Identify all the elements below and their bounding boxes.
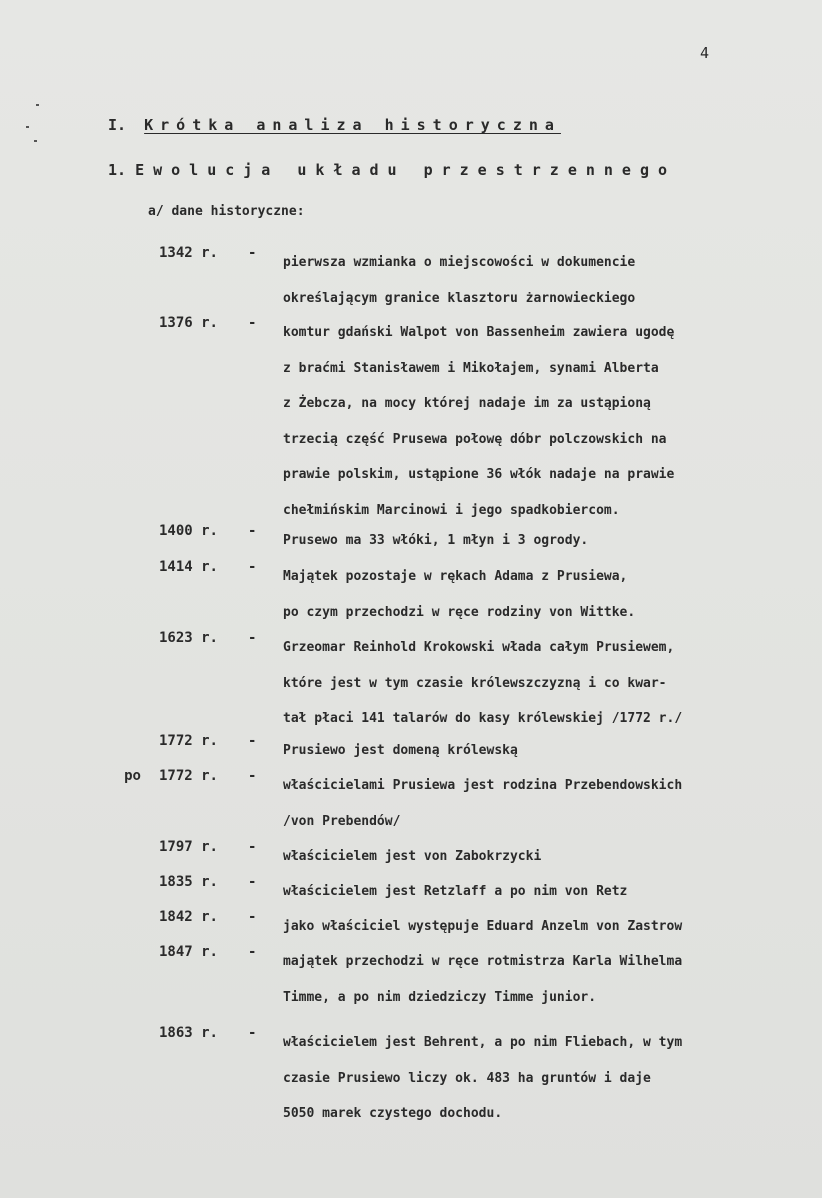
entry-text	[283, 768, 682, 839]
entry-dash: -	[248, 944, 257, 960]
entry-year	[0, 768, 218, 784]
entry-dash: -	[248, 874, 257, 890]
entry-line: 5050 marek czystego dochodu.	[283, 1106, 503, 1121]
entry-dash: -	[248, 245, 257, 261]
entry-year	[0, 559, 218, 575]
margin-mark	[26, 126, 29, 128]
margin-mark	[34, 140, 37, 142]
entry-line: pierwsza wzmianka o miejscowości w dokumencie	[283, 255, 636, 270]
page-number: 4	[700, 44, 710, 62]
entry-year-text: 1842 r.	[158, 909, 218, 925]
entry-dash: -	[248, 559, 257, 575]
entry-prefix: po	[124, 768, 141, 784]
entry-text	[283, 874, 627, 910]
entry-text	[283, 1025, 682, 1132]
entry-line: właścicielem jest Behrent, a po nim Fliebach, w tym	[283, 1035, 683, 1050]
entry-dash: -	[248, 630, 257, 646]
entry-year-text: 1847 r.	[158, 944, 218, 960]
entry-dash: -	[248, 768, 257, 784]
entry-line: /von Prebendów/	[283, 813, 401, 829]
entry-year	[0, 874, 218, 890]
entry-year-text: 1376 r.	[158, 315, 218, 331]
entry-line: Prusiewo jest domeną królewską	[283, 743, 518, 758]
entry-year-text: 1342 r.	[158, 245, 218, 261]
entry-line: trzecią część Prusewa połowę dóbr polczowskich na	[283, 431, 667, 447]
subsection-title: Ewolucja układu przestrzennego	[135, 161, 677, 179]
entry-year	[0, 630, 218, 646]
entry-line: Majątek pozostaje w rękach Adama z Prusiewa,	[283, 569, 628, 584]
entry-year	[0, 944, 218, 960]
entry-year-text: 1797 r.	[158, 839, 218, 855]
entry-line: określającym granice klasztoru żarnowieckiego	[283, 290, 636, 306]
subsection-heading	[108, 161, 676, 179]
entry-year-text: 1400 r.	[158, 523, 218, 539]
entry-line: czasie Prusiewo liczy ok. 483 ha gruntów i daje	[283, 1070, 651, 1086]
margin-mark	[36, 104, 39, 106]
entry-dash: -	[248, 909, 257, 925]
entry-line: właścicielem jest Retzlaff a po nim von Retz	[283, 884, 628, 899]
entry-line: Timme, a po nim dziedziczy Timme junior.	[283, 989, 597, 1005]
entry-dash: -	[248, 315, 257, 331]
entry-line: po czym przechodzi w ręce rodziny von Wittke.	[283, 604, 636, 620]
entry-year-text: 1772 r.	[158, 733, 218, 749]
entry-year-text: 1414 r.	[158, 559, 218, 575]
entry-text	[283, 909, 682, 945]
subsection-numeral: 1.	[108, 161, 127, 179]
entry-text	[283, 733, 518, 769]
entry-line: które jest w tym czasie królewszczyzną i co kwar-	[283, 675, 667, 691]
entry-line: z Żebcza, na mocy której nadaje im za ustąpioną	[283, 396, 651, 411]
entry-text	[283, 559, 635, 630]
entry-text	[283, 245, 635, 316]
section-heading	[108, 116, 561, 134]
entry-dash: -	[248, 733, 257, 749]
entry-year	[0, 315, 218, 331]
entry-year	[0, 733, 218, 749]
entry-text	[283, 839, 541, 875]
entry-dash: -	[248, 523, 257, 539]
entry-line: jako właściciel występuje Eduard Anzelm von Zastrow	[283, 919, 683, 934]
entry-year-text: 1772 r.	[158, 768, 218, 784]
entry-year	[0, 909, 218, 925]
entry-line: z braćmi Stanisławem i Mikołajem, synami Alberta	[283, 360, 659, 376]
entry-year-text: 1623 r.	[158, 630, 218, 646]
entry-text	[283, 523, 588, 559]
entry-year	[0, 245, 218, 261]
entry-text	[283, 944, 682, 1015]
entry-dash: -	[248, 1025, 257, 1041]
section-numeral: I.	[108, 116, 127, 134]
entry-line: komtur gdański Walpot von Bassenheim zawiera ugodę	[283, 325, 675, 340]
entry-line: Grzeomar Reinhold Krokowski włada całym Prusiewem,	[283, 640, 675, 655]
entry-dash: -	[248, 839, 257, 855]
entry-line: właścicielem jest von Zabokrzycki	[283, 849, 542, 864]
entry-line: Prusewo ma 33 włóki, 1 młyn i 3 ogrody.	[283, 533, 589, 548]
entry-line: majątek przechodzi w ręce rotmistrza Karla Wilhelma	[283, 954, 683, 969]
entry-year	[0, 523, 218, 539]
entry-line: tał płaci 141 talarów do kasy królewskiej /1772 r./	[283, 711, 683, 726]
entry-year	[0, 839, 218, 855]
entry-text	[283, 630, 682, 737]
entry-year	[0, 1025, 218, 1041]
section-title: Krótka analiza historyczna	[144, 116, 561, 134]
entry-year-text: 1863 r.	[158, 1025, 218, 1041]
subheading: a/ dane historyczne:	[148, 204, 305, 219]
entry-line: właścicielami Prusiewa jest rodzina Przebendowskich	[283, 778, 683, 793]
entry-year-text: 1835 r.	[158, 874, 218, 890]
entry-text	[283, 315, 674, 528]
entry-line: prawie polskim, ustąpione 36 włók nadaje na prawie	[283, 467, 675, 482]
entry-line: chełmińskim Marcinowi i jego spadkobiercom.	[283, 502, 620, 518]
